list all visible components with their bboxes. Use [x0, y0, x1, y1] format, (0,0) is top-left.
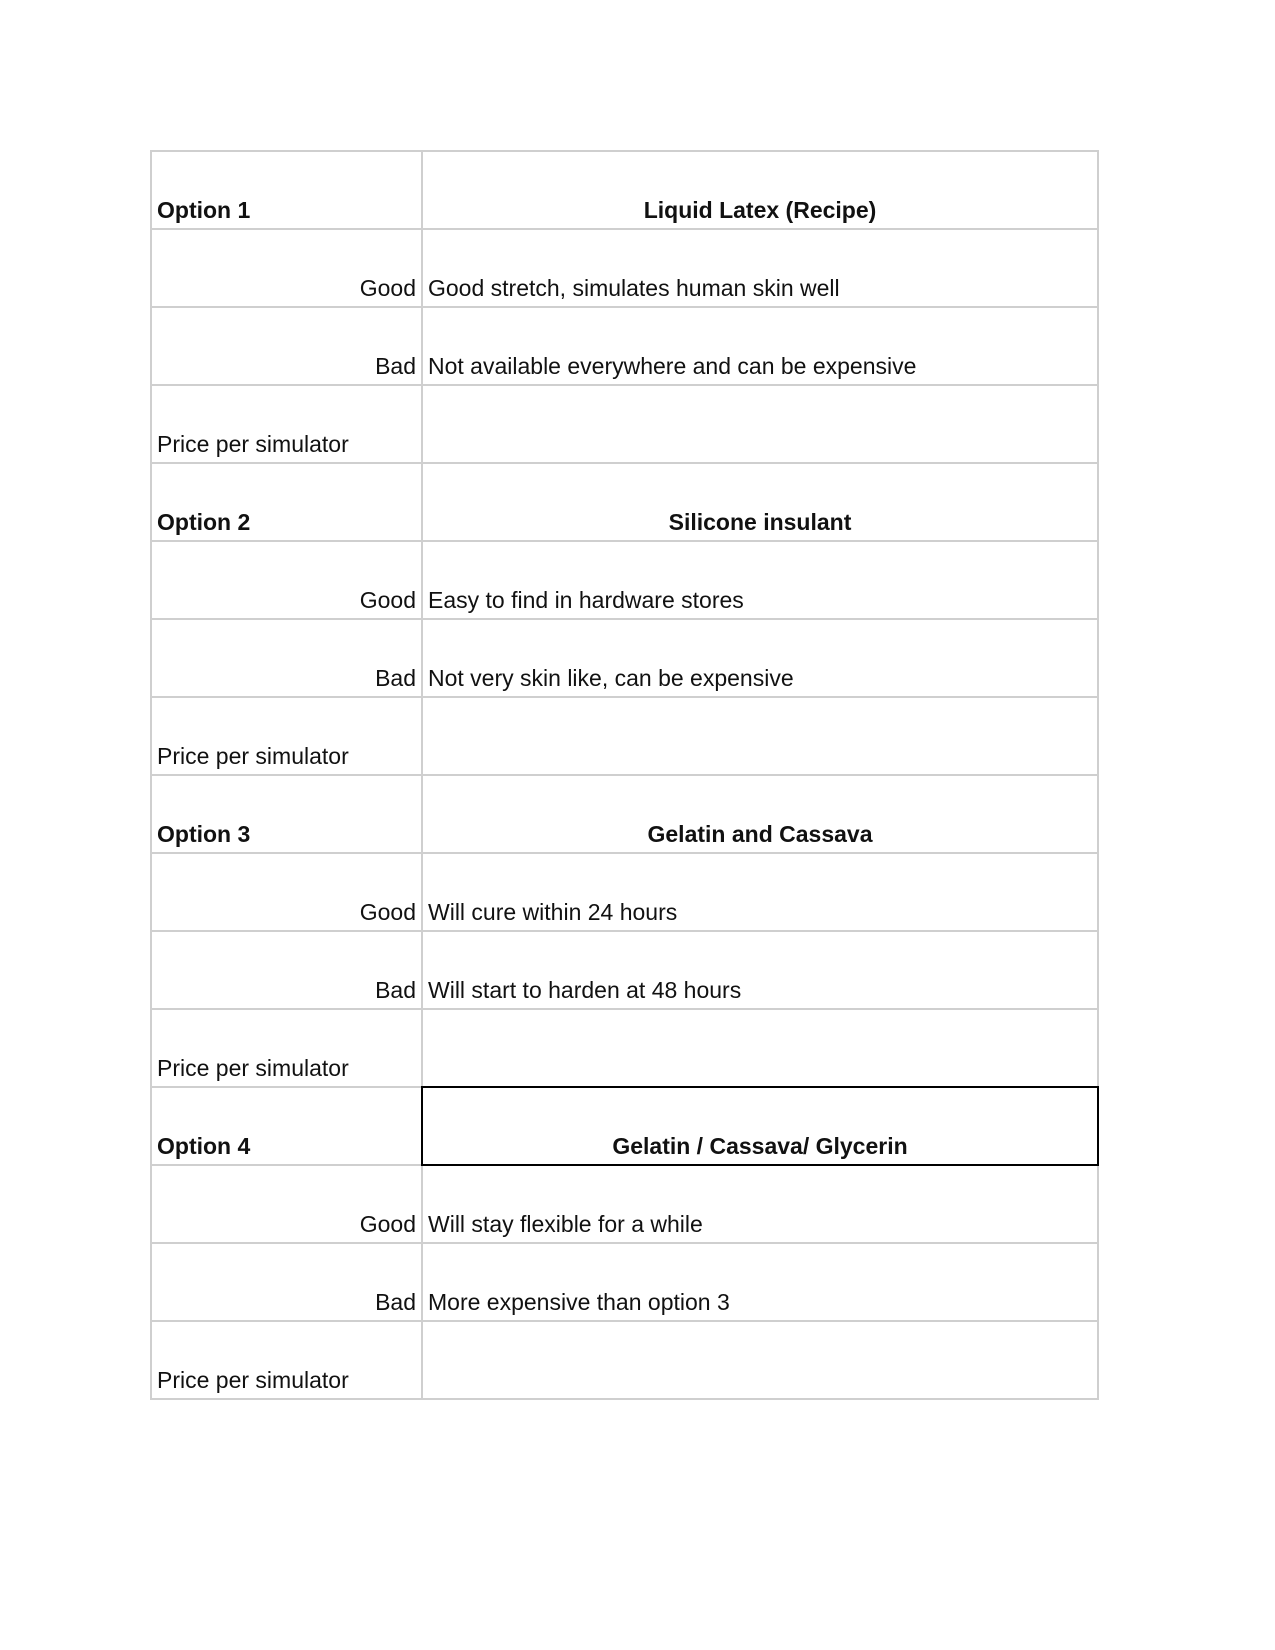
good-value-cell[interactable]: Easy to find in hardware stores [422, 541, 1098, 619]
option-title-cell[interactable]: Gelatin and Cassava [422, 775, 1098, 853]
price-value-cell[interactable] [422, 1009, 1098, 1087]
bad-value-cell[interactable]: Will start to harden at 48 hours [422, 931, 1098, 1009]
price-label-cell[interactable]: Price per simulator [151, 1009, 422, 1087]
good-row [151, 853, 1098, 931]
bad-row [151, 307, 1098, 385]
bad-label-cell[interactable]: Bad [151, 931, 422, 1009]
good-value-cell[interactable]: Will cure within 24 hours [422, 853, 1098, 931]
good-label-cell[interactable]: Good [151, 229, 422, 307]
option-header-row [151, 1087, 1098, 1165]
bad-value-cell[interactable]: More expensive than option 3 [422, 1243, 1098, 1321]
options-table [150, 150, 1099, 1400]
good-label-cell[interactable]: Good [151, 541, 422, 619]
price-value-cell[interactable] [422, 1321, 1098, 1399]
good-row [151, 541, 1098, 619]
option-title-cell[interactable]: Liquid Latex (Recipe) [422, 151, 1098, 229]
good-label-cell[interactable]: Good [151, 853, 422, 931]
good-row [151, 229, 1098, 307]
price-value-cell[interactable] [422, 697, 1098, 775]
bad-label-cell[interactable]: Bad [151, 307, 422, 385]
good-value-cell[interactable]: Will stay flexible for a while [422, 1165, 1098, 1243]
option-header-row [151, 775, 1098, 853]
good-label-cell[interactable]: Good [151, 1165, 422, 1243]
option-label-cell[interactable]: Option 3 [151, 775, 422, 853]
price-label-cell[interactable]: Price per simulator [151, 1321, 422, 1399]
option-header-row [151, 151, 1098, 229]
good-value-cell[interactable]: Good stretch, simulates human skin well [422, 229, 1098, 307]
price-row [151, 385, 1098, 463]
bad-value-cell[interactable]: Not very skin like, can be expensive [422, 619, 1098, 697]
price-row [151, 697, 1098, 775]
bad-label-cell[interactable]: Bad [151, 1243, 422, 1321]
option-title-cell[interactable]: Silicone insulant [422, 463, 1098, 541]
price-row [151, 1321, 1098, 1399]
option-label-cell[interactable]: Option 2 [151, 463, 422, 541]
price-label-cell[interactable]: Price per simulator [151, 385, 422, 463]
good-row [151, 1165, 1098, 1243]
option-title-cell-selected[interactable]: Gelatin / Cassava/ Glycerin [422, 1087, 1098, 1165]
option-label-cell[interactable]: Option 1 [151, 151, 422, 229]
bad-row [151, 931, 1098, 1009]
bad-label-cell[interactable]: Bad [151, 619, 422, 697]
bad-value-cell[interactable]: Not available everywhere and can be expensive [422, 307, 1098, 385]
price-label-cell[interactable]: Price per simulator [151, 697, 422, 775]
option-label-cell[interactable]: Option 4 [151, 1087, 422, 1165]
price-value-cell[interactable] [422, 385, 1098, 463]
option-header-row [151, 463, 1098, 541]
bad-row [151, 619, 1098, 697]
price-row [151, 1009, 1098, 1087]
bad-row [151, 1243, 1098, 1321]
